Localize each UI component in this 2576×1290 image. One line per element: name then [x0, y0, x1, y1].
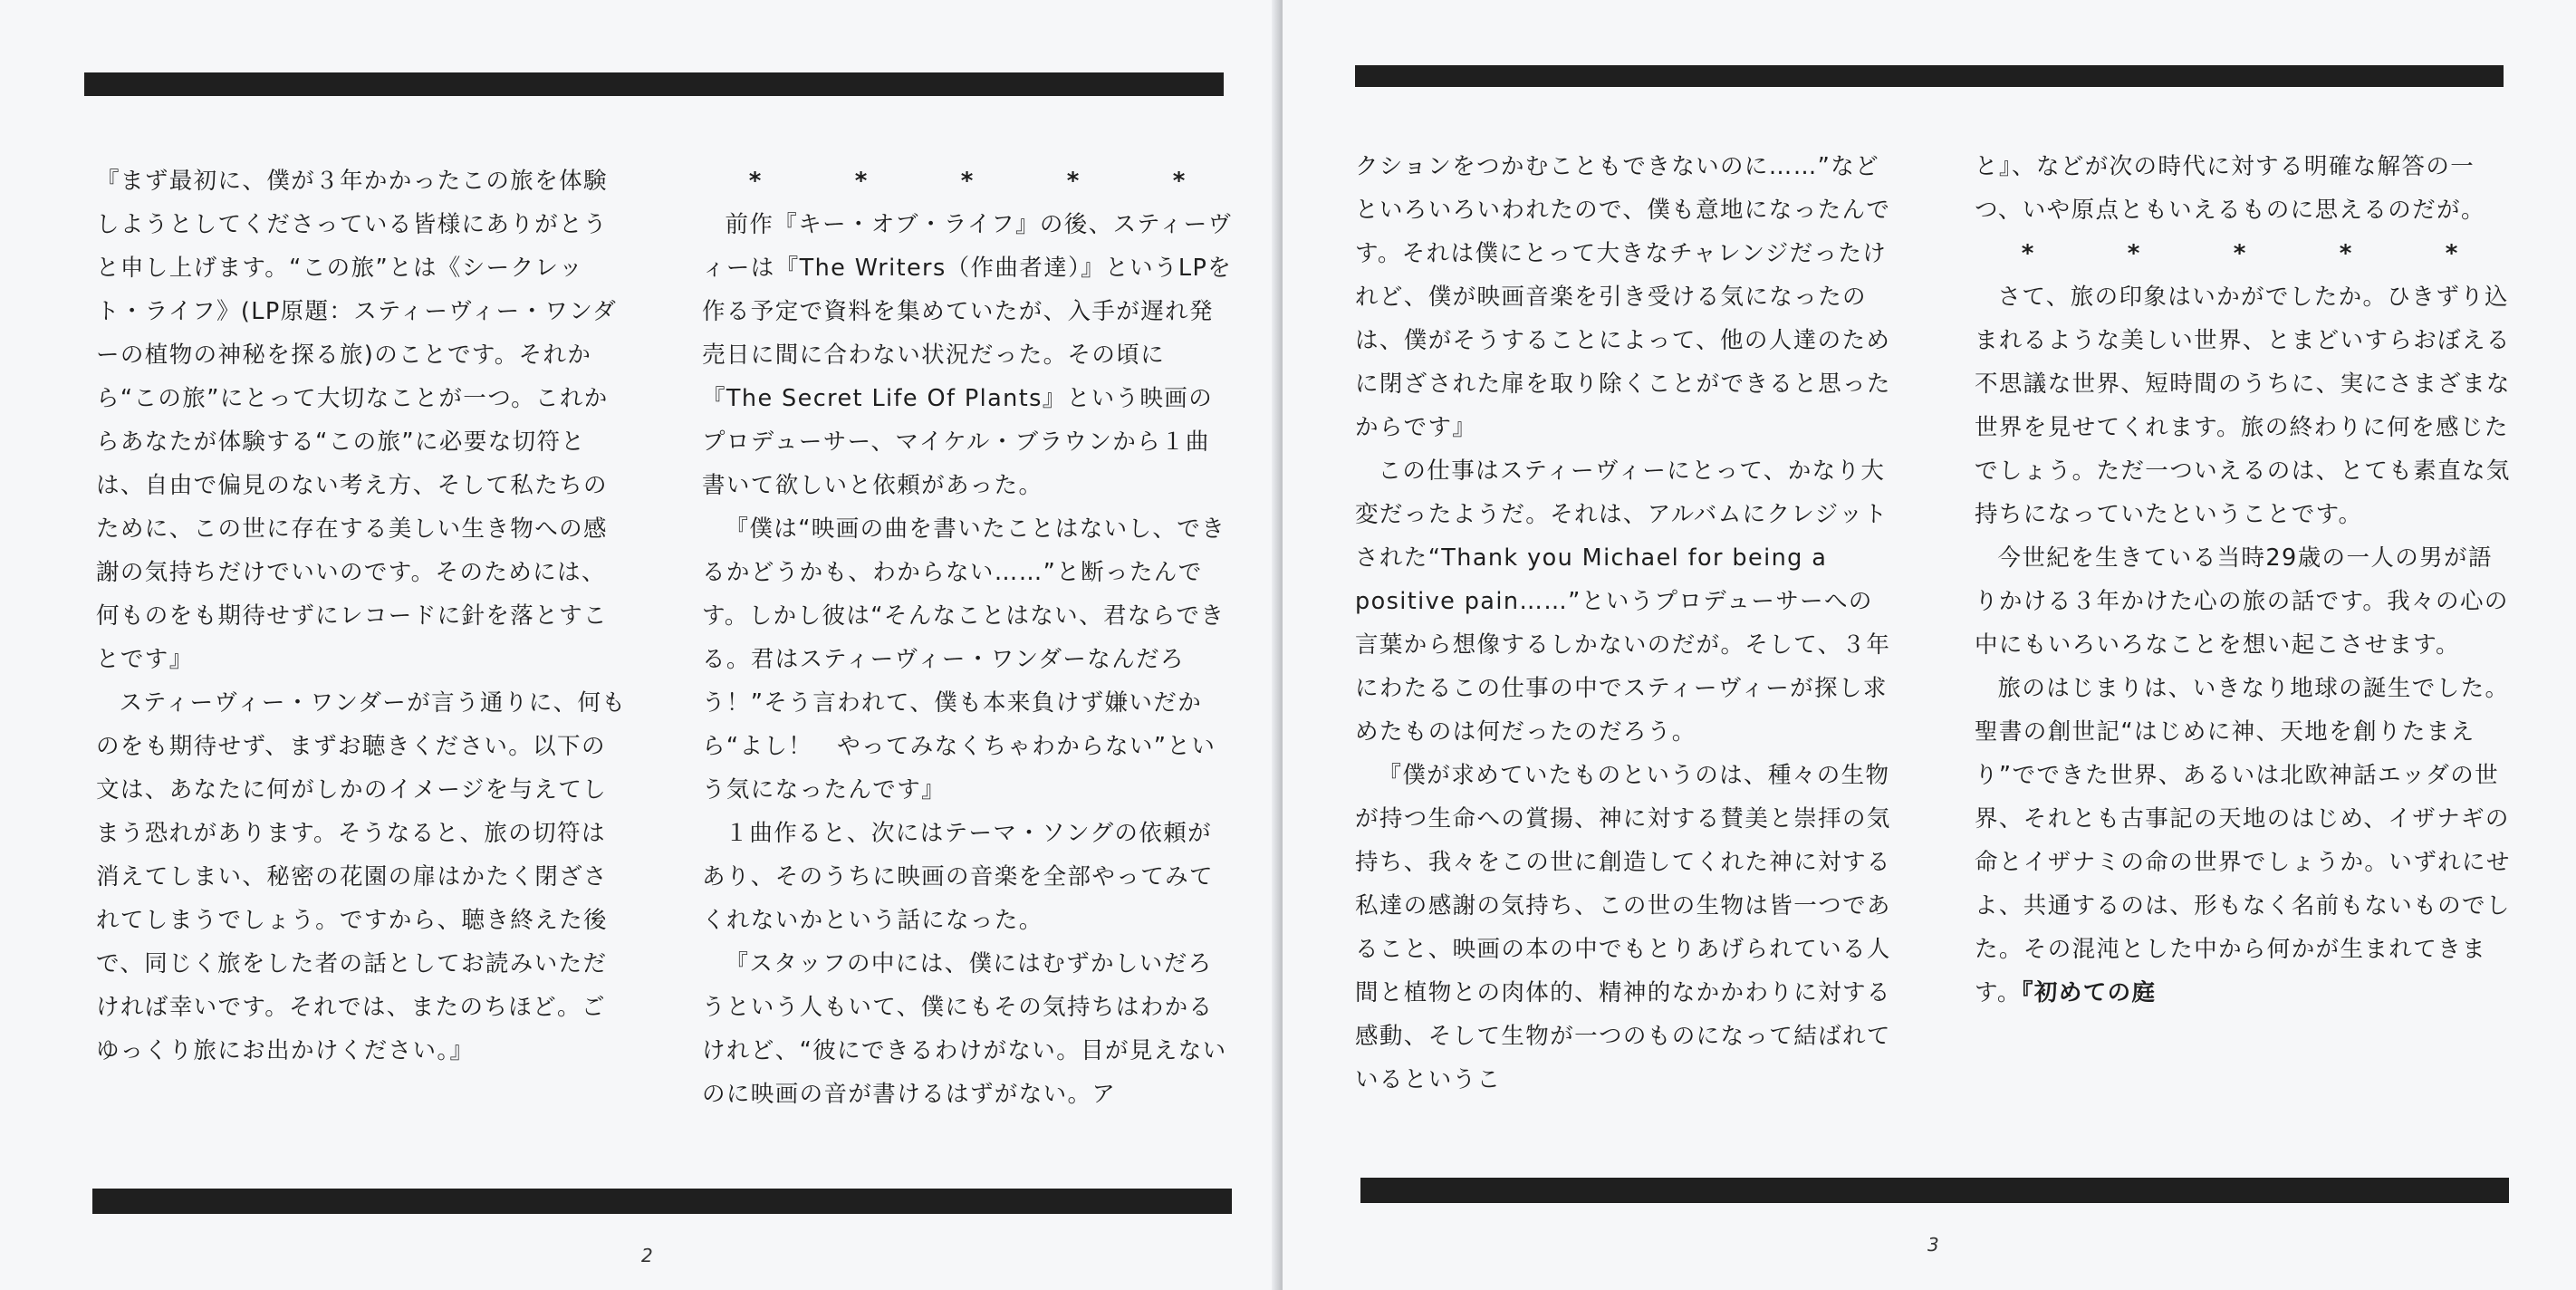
paragraph: さて、旅の印象はいかがでしたか。ひきずり込まれるような美しい世界、とまどいすらおぼえる不思議な世界、短時間のうちに、実にさまざまな世界を見せてくれます。旅の終わりに何を感じたでしょう。ただ一ついえるのは、とても素直な気持ちになっていたということです。 [1975, 284, 2511, 528]
paragraph: と』、などが次の時代に対する明確な解答の一つ、いや原点ともいえるものに思えるのだが。 [1975, 153, 2485, 224]
paragraph-text: 旅のはじまりは、いきなり地球の誕生でした。聖書の創世記“はじめに神、天地を創りたまえり”でできた世界、あるいは北欧神話エッダの世界、それとも古事記の天地のはじめ、イザナギの命とイザナミの命の世界でしょうか。いずれにせよ、共通するのは、形もなく名前もないものでした。その混沌とした中から何かが生まれてきます。 [1975, 675, 2511, 1006]
star-mark: * [960, 168, 974, 195]
right-page [1283, 0, 2576, 1290]
section-divider-stars [1975, 232, 2513, 275]
song-title-emphasis: 『初めての庭 [2021, 979, 2157, 1006]
star-mark: * [2127, 240, 2140, 267]
star-mark: * [1172, 168, 1186, 195]
page-number: 3 [1927, 1234, 1939, 1256]
section-divider-stars [702, 159, 1234, 203]
bottom-rule-right [1360, 1178, 2509, 1203]
star-mark: * [2445, 240, 2458, 267]
paragraph: 今世紀を生きている当時29歳の一人の男が語りかける３年かけた心の旅の話です。我々の心の中にもいろいろなことを想い起こさせます。 [1975, 544, 2509, 659]
star-mark: * [748, 168, 762, 195]
page-number: 2 [641, 1245, 653, 1266]
top-rule-right [1355, 65, 2504, 87]
paragraph: 『僕が求めていたものというのは、種々の生物が持つ生命への賞揚、神に対する賛美と崇拝の気持ち、我々をこの世に創造してくれた神に対する私達の感謝の気持ち、この世の生物は皆一つであること、映画の本の中でもとりあげられている人間と植物との肉体的、精神的なかかわりに対する感動、そして生物が一つのものになって結ばれているというこ [1355, 762, 1891, 1093]
paragraph: この仕事はスティーヴィーにとって、かなり大変だったようだ。それは、アルバムにクレジットされた“Thank you Michael for being a positive pain……”というプロデューサーへの言葉から想像するしかないのだが。そして、３年にわたるこの仕事の中でスティーヴィーが探し求めたものは何だったのだろう。 [1355, 457, 1891, 746]
paragraph: 『僕は“映画の曲を書いたことはないし、できるかどうかも、わからない……”と断ったんです。しかし彼は“そんなことはない、君ならできる。君はスティーヴィー・ワンダーなんだろう！”そう言われて、僕も本来負けず嫌いだから“よし！ やってみなくちゃわからない”という気になったんです』 [702, 515, 1226, 804]
left-page [0, 0, 1277, 1290]
right-page-column-1 [1355, 145, 1896, 1111]
paragraph: 『スタッフの中には、僕にはむずかしいだろうという人もいて、僕にもその気持ちはわかるけれど、“彼にできるわけがない。目が見えないのに映画の音が書けるはずがない。ア [702, 950, 1227, 1108]
bottom-rule-left [92, 1189, 1232, 1214]
star-mark: * [854, 168, 868, 195]
paragraph [1975, 667, 2513, 1015]
paragraph: 前作『キー・オブ・ライフ』の後、スティーヴィーは『The Writers（作曲者達）』というLPを作る予定で資料を集めていたが、入手が遅れ発売日に間に合わない状況だった。その頃に『The Secret Life Of Plants』という映画のプロデューサー、マイケル・ブラウンから１曲書いて欲しいと依頼があった。 [702, 211, 1233, 499]
paragraph: クションをつかむこともできないのに……”などといろいろいわれたので、僕も意地になったんです。それは僕にとって大きなチャレンジだったけれど、僕が映画音楽を引き受ける気になったのは、僕がそうすることによって、他の人達のために閉ざされた扉を取り除くことができると思ったからです』 [1355, 153, 1891, 441]
paragraph: スティーヴィー・ワンダーが言う通りに、何ものをも期待せず、まずお聴きください。以下の文は、あなたに何がしかのイメージを与えてしまう恐れがあります。そうなると、旅の切符は消えてしまい、秘密の花園の扉はかたく閉ざされてしまうでしょう。ですから、聴き終えた後で、同じく旅をした者の話としてお読みいただければ幸いです。それでは、またのちほど。ごゆっくり旅にお出かけください。』 [96, 689, 627, 1064]
top-rule-left [84, 72, 1224, 96]
left-page-column-2 [702, 159, 1234, 1125]
star-mark: * [1066, 168, 1080, 195]
right-page-column-2 [1975, 145, 2513, 1111]
paragraph: １曲作ると、次にはテーマ・ソングの依頼があり、そのうちに映画の音楽を全部やってみてくれないかという話になった。 [702, 820, 1214, 934]
left-page-column-1 [96, 159, 627, 1125]
star-mark: * [2021, 240, 2034, 267]
star-mark: * [2233, 240, 2246, 267]
star-mark: * [2339, 240, 2352, 267]
paragraph: 『まず最初に、僕が３年かかったこの旅を体験しようとしてくださっている皆様にありがとうと申し上げます。“この旅”とは《シークレット・ライフ》(LP原題：スティーヴィー・ワンダーの植物の神秘を探る旅)のことです。それから“この旅”にとって大切なことが一つ。これからあなたが体験する“この旅”に必要な切符とは、自由で偏見のない考え方、そして私たちのために、この世に存在する美しい生き物への感謝の気持ちだけでいいのです。そのためには、何ものをも期待せずにレコードに針を落とすことです』 [96, 168, 618, 673]
